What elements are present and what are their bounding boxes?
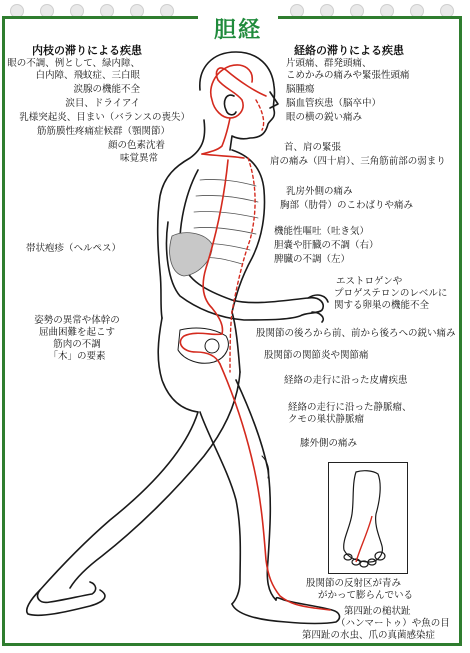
- left-label-posture: 屈曲困難を起こす: [38, 327, 115, 338]
- left-label: 味覚異常: [119, 153, 158, 164]
- right-label: （ハンマートゥ）や魚の目: [336, 618, 450, 629]
- meridian-neck-path: [202, 118, 230, 154]
- left-label: 顔の色素沈着: [107, 140, 165, 151]
- right-label: 脳腫瘍: [286, 84, 315, 95]
- right-label: 脳血管疾患（脳卒中）: [286, 98, 382, 109]
- right-label: 胸部（肋骨）のこわばりや痛み: [280, 200, 414, 211]
- right-label: 経絡の走行に沿った皮膚疾患: [284, 375, 408, 386]
- right-label: がかって膨らんでいる: [318, 590, 414, 601]
- left-label-wood: 「木」の要素: [48, 351, 106, 362]
- meridian-face-path: [256, 100, 264, 130]
- back-leg-outline: [38, 412, 198, 602]
- right-label: 肩の痛み（四十肩）、三角筋前部の弱まり: [270, 156, 446, 167]
- right-label: 股関節の反射区が青み: [306, 578, 402, 589]
- hip-joint: [205, 339, 219, 353]
- right-label: 機能性嘔吐（吐き気）: [274, 226, 370, 237]
- left-label-posture: 筋肉の不調: [53, 339, 101, 350]
- right-label: 股関節の関節炎や関節痛: [264, 350, 369, 361]
- right-label: 膝外側の痛み: [300, 438, 358, 449]
- right-label: エストロゲンや: [336, 276, 403, 287]
- right-label: 第四趾の水虫、爪の真菌感染症: [302, 630, 436, 641]
- right-label: 関する卵巣の機能不全: [334, 300, 430, 311]
- right-label: 股関節の後ろから前、前から後ろへの鋭い痛み: [256, 328, 456, 339]
- right-label: 第四趾の槌状趾: [344, 606, 411, 617]
- left-label: 涙腺の機能不全: [73, 84, 140, 95]
- meridian-internal-path: [230, 158, 255, 372]
- left-label: 涙目、ドライアイ: [65, 98, 140, 109]
- meridian-shoulder-path: [202, 154, 244, 158]
- right-label: 眼の横の鋭い痛み: [286, 112, 363, 123]
- right-label: 片頭痛、群発頭痛、: [286, 58, 372, 69]
- meridian-head-path: [211, 65, 266, 118]
- left-label-herpes: 帯状疱疹（ヘルペス）: [26, 243, 122, 254]
- right-heading: 経絡の滞りによる疾患: [294, 44, 404, 57]
- right-label: 乳房外側の痛み: [286, 186, 353, 197]
- right-label: 経絡の走行に沿った静脈瘤、: [288, 402, 412, 413]
- head-outline: [200, 52, 275, 150]
- front-leg-outline: [236, 380, 276, 600]
- left-label: 筋筋膜性疼痛症候群（顎関節）: [36, 126, 170, 137]
- left-label: 眼の不調、例として、緑内障、: [7, 58, 140, 69]
- right-label: 首、肩の緊張: [284, 142, 342, 153]
- right-label: こめかみの痛みや緊張性頭痛: [286, 70, 410, 81]
- front-hip-outline: [232, 312, 240, 372]
- ear-outline: [224, 95, 236, 115]
- front-leg-back-outline: [200, 412, 240, 604]
- page-title: 胆経: [198, 13, 278, 44]
- left-heading: 内枝の滞りによる疾患: [32, 44, 142, 57]
- left-label-posture: 姿勢の異常や体幹の: [34, 315, 120, 326]
- right-label: クモの巣状静脈瘤: [288, 414, 365, 425]
- right-label: プロゲステロンのレベルに: [334, 288, 448, 299]
- meridian-hip-path: [180, 333, 222, 364]
- left-label: 白内障、飛蚊症、三白眼: [35, 70, 140, 81]
- foot-inset-frame: [328, 462, 408, 574]
- right-label: 胆嚢や肝臓の不調（右）: [274, 240, 379, 251]
- left-label: 乳様突起炎、目まい（バランスの喪失）: [19, 112, 190, 123]
- hip-outline: [158, 318, 198, 412]
- right-label: 脾臓の不調（左）: [274, 254, 351, 265]
